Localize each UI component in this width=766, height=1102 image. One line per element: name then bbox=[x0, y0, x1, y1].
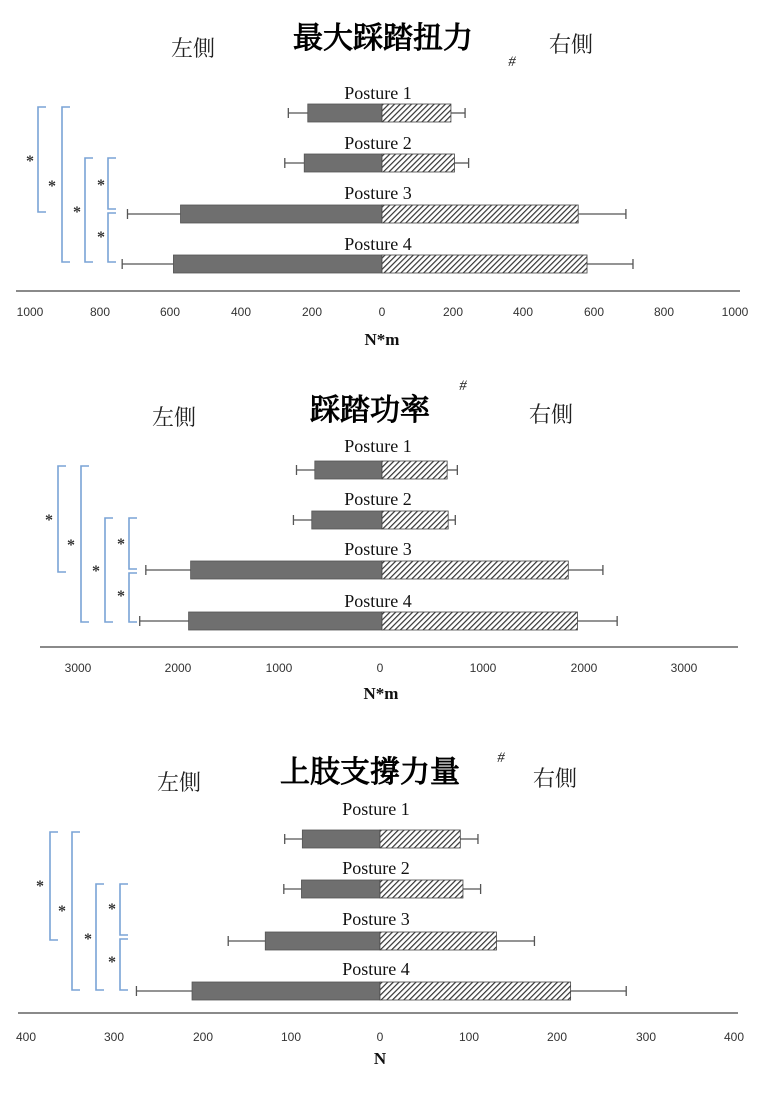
panel-1-title: 最大踩踏扭力 bbox=[293, 21, 473, 56]
x-tick-label: 400 bbox=[230, 305, 252, 319]
posture-label: Posture 3 bbox=[342, 909, 410, 929]
left-bar bbox=[312, 511, 382, 529]
left-bar bbox=[304, 154, 382, 172]
panel-1-right-label: 右側 bbox=[548, 33, 594, 58]
sig-bracket-p2-p4 bbox=[85, 158, 93, 262]
x-tick-label: 100 bbox=[280, 1030, 302, 1044]
x-tick-label: 200 bbox=[301, 305, 323, 319]
posture-label: Posture 1 bbox=[344, 436, 412, 456]
sig-star: * bbox=[97, 229, 105, 246]
x-tick-label: 200 bbox=[192, 1030, 214, 1044]
left-bar bbox=[191, 561, 382, 579]
panel-2-x-label: N*m bbox=[363, 684, 399, 703]
panel-3-title-mark: # bbox=[497, 750, 505, 766]
x-tick-label: 400 bbox=[723, 1030, 745, 1044]
right-bar bbox=[380, 880, 463, 898]
sig-star: * bbox=[48, 178, 56, 195]
panel-1-title-mark: # bbox=[508, 54, 516, 70]
left-bar bbox=[181, 205, 382, 223]
x-tick-label: 400 bbox=[512, 305, 534, 319]
sig-star: * bbox=[97, 177, 105, 194]
x-tick-label: 200 bbox=[546, 1030, 568, 1044]
panel-3 bbox=[16, 750, 744, 1068]
posture-label: Posture 4 bbox=[344, 234, 412, 254]
x-tick-label: 800 bbox=[653, 305, 675, 319]
sig-bracket-p2-p4 bbox=[105, 518, 113, 622]
x-tick-label: 100 bbox=[458, 1030, 480, 1044]
right-bar bbox=[382, 511, 448, 529]
panel-1-bars bbox=[122, 83, 633, 273]
x-tick-label: 1000 bbox=[721, 305, 749, 319]
x-tick-label: 1000 bbox=[265, 661, 293, 675]
panel-3-left-label: 左側 bbox=[156, 771, 202, 796]
posture-label: Posture 4 bbox=[344, 591, 412, 611]
panel-2-right-label: 右側 bbox=[528, 403, 574, 428]
panel-2-left-label: 左側 bbox=[151, 406, 197, 431]
left-bar bbox=[302, 830, 380, 848]
sig-bracket-p3-p4 bbox=[108, 213, 116, 262]
x-tick-label: 1000 bbox=[469, 661, 497, 675]
x-tick-label: 600 bbox=[159, 305, 181, 319]
x-tick-label: 0 bbox=[378, 305, 386, 319]
left-bar bbox=[189, 612, 382, 630]
panel-1 bbox=[16, 21, 749, 349]
sig-bracket-p1-p4 bbox=[81, 466, 89, 622]
x-tick-label: 2000 bbox=[570, 661, 598, 675]
sig-star: * bbox=[58, 903, 66, 920]
right-bar bbox=[380, 932, 496, 950]
right-bar bbox=[382, 561, 568, 579]
panel-3-right-label: 右側 bbox=[532, 767, 578, 792]
posture-label: Posture 3 bbox=[344, 539, 412, 559]
sig-bracket-p1-p3 bbox=[50, 832, 58, 940]
x-tick-label: 3000 bbox=[670, 661, 698, 675]
x-tick-label: 300 bbox=[635, 1030, 657, 1044]
x-tick-label: 400 bbox=[15, 1030, 37, 1044]
x-tick-label: 3000 bbox=[64, 661, 92, 675]
sig-bracket-p3-p4 bbox=[120, 939, 128, 990]
panel-2-tick-labels bbox=[65, 661, 698, 675]
panel-3-tick-labels bbox=[16, 1030, 744, 1044]
sig-bracket-p1-p4 bbox=[72, 832, 80, 990]
x-tick-label: 300 bbox=[103, 1030, 125, 1044]
x-tick-label: 800 bbox=[89, 305, 111, 319]
sig-star: * bbox=[108, 954, 116, 971]
panel-2-title: 踩踏功率 bbox=[310, 393, 430, 428]
posture-label: Posture 2 bbox=[342, 858, 410, 878]
right-bar bbox=[380, 982, 571, 1000]
x-tick-label: 2000 bbox=[164, 661, 192, 675]
sig-bracket-p3-p4 bbox=[129, 573, 137, 622]
left-bar bbox=[192, 982, 380, 1000]
panel-2-title-mark: # bbox=[459, 378, 467, 394]
sig-star: * bbox=[117, 588, 125, 605]
panel-3-x-label: N bbox=[373, 1049, 387, 1068]
panel-1-left-label: 左側 bbox=[170, 37, 216, 62]
posture-label: Posture 2 bbox=[344, 489, 412, 509]
sig-bracket-p1-p3 bbox=[58, 466, 66, 572]
x-tick-label: 0 bbox=[376, 661, 384, 675]
x-tick-label: 0 bbox=[376, 1030, 384, 1044]
sig-star: * bbox=[67, 537, 75, 554]
x-tick-label: 200 bbox=[442, 305, 464, 319]
posture-label: Posture 1 bbox=[344, 83, 412, 103]
sig-bracket-p2-p3 bbox=[120, 884, 128, 935]
panel-1-x-label: N*m bbox=[364, 330, 400, 349]
right-bar bbox=[382, 612, 577, 630]
x-tick-label: 1000 bbox=[16, 305, 44, 319]
sig-star: * bbox=[73, 204, 81, 221]
right-bar bbox=[380, 830, 460, 848]
panel-2 bbox=[40, 378, 738, 703]
sig-bracket-p1-p3 bbox=[38, 107, 46, 212]
panel-3-bars bbox=[136, 799, 626, 1000]
posture-label: Posture 1 bbox=[342, 799, 410, 819]
posture-label: Posture 3 bbox=[344, 183, 412, 203]
left-bar bbox=[308, 104, 382, 122]
posture-label: Posture 2 bbox=[344, 133, 412, 153]
sig-star: * bbox=[108, 901, 116, 918]
sig-star: * bbox=[36, 878, 44, 895]
sig-bracket-p2-p3 bbox=[108, 158, 116, 209]
posture-label: Posture 4 bbox=[342, 959, 410, 979]
sig-bracket-p2-p4 bbox=[96, 884, 104, 990]
right-bar bbox=[382, 154, 454, 172]
right-bar bbox=[382, 205, 578, 223]
panel-1-tick-labels bbox=[17, 305, 749, 319]
sig-star: * bbox=[45, 512, 53, 529]
left-bar bbox=[301, 880, 380, 898]
right-bar bbox=[382, 104, 451, 122]
x-tick-label: 600 bbox=[583, 305, 605, 319]
right-bar bbox=[382, 255, 587, 273]
left-bar bbox=[315, 461, 382, 479]
sig-star: * bbox=[92, 563, 100, 580]
left-bar bbox=[173, 255, 382, 273]
right-bar bbox=[382, 461, 447, 479]
sig-star: * bbox=[117, 536, 125, 553]
panel-3-title: 上肢支撐力量 bbox=[280, 755, 460, 790]
sig-bracket-p2-p3 bbox=[129, 518, 137, 569]
sig-bracket-p1-p4 bbox=[62, 107, 70, 262]
left-bar bbox=[265, 932, 380, 950]
panel-2-bars bbox=[140, 436, 617, 630]
sig-star: * bbox=[26, 153, 34, 170]
sig-star: * bbox=[84, 931, 92, 948]
